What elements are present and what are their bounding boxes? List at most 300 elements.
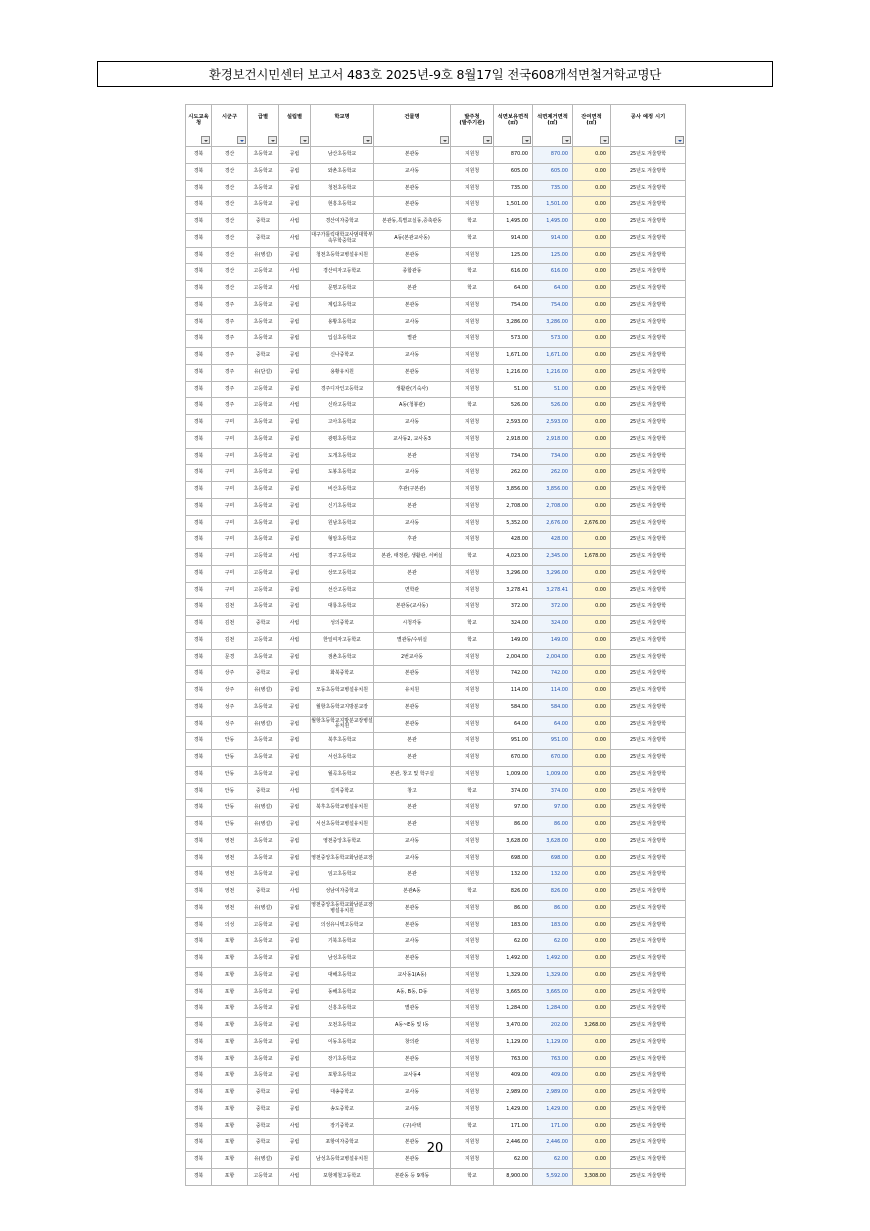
cell-founding[interactable]: 공립: [279, 917, 311, 934]
cell-founding[interactable]: 사립: [279, 214, 311, 231]
cell-office[interactable]: 경북: [186, 281, 212, 298]
cell-school-name[interactable]: 신라고등학교: [311, 398, 374, 415]
cell-remaining-area[interactable]: 3,308.00: [573, 1168, 611, 1185]
filter-dropdown-icon[interactable]: [483, 136, 492, 144]
cell-schedule[interactable]: 25년도 겨울방학: [611, 465, 686, 482]
cell-founding[interactable]: 공립: [279, 582, 311, 599]
cell-office[interactable]: 경북: [186, 934, 212, 951]
cell-asbestos-area[interactable]: 149.00: [494, 632, 533, 649]
cell-building[interactable]: 본관동: [374, 147, 451, 164]
cell-founding[interactable]: 공립: [279, 180, 311, 197]
cell-schedule[interactable]: 25년도 겨울방학: [611, 884, 686, 901]
cell-office[interactable]: 경북: [186, 465, 212, 482]
cell-founding[interactable]: 사립: [279, 264, 311, 281]
cell-schedule[interactable]: 25년도 겨울방학: [611, 214, 686, 231]
cell-founding[interactable]: 공립: [279, 314, 311, 331]
cell-office[interactable]: 경북: [186, 850, 212, 867]
cell-schedule[interactable]: 25년도 겨울방학: [611, 415, 686, 432]
cell-district[interactable]: 경산: [212, 180, 248, 197]
cell-founding[interactable]: 공립: [279, 967, 311, 984]
cell-district[interactable]: 경주: [212, 297, 248, 314]
cell-asbestos-area[interactable]: 3,470.00: [494, 1018, 533, 1035]
cell-remaining-area[interactable]: 0.00: [573, 867, 611, 884]
cell-founding[interactable]: 사립: [279, 1118, 311, 1135]
cell-asbestos-area[interactable]: 2,708.00: [494, 498, 533, 515]
cell-removal-area[interactable]: 183.00: [533, 917, 573, 934]
cell-school-name[interactable]: 와촌초등학교: [311, 163, 374, 180]
cell-orderer[interactable]: 지원청: [451, 1152, 494, 1169]
cell-building[interactable]: 본관동: [374, 1051, 451, 1068]
cell-office[interactable]: 경북: [186, 1168, 212, 1185]
cell-level[interactable]: 초등학교: [248, 147, 279, 164]
cell-school-name[interactable]: 성남여자중학교: [311, 884, 374, 901]
cell-removal-area[interactable]: 616.00: [533, 264, 573, 281]
cell-district[interactable]: 경산: [212, 230, 248, 247]
cell-office[interactable]: 경북: [186, 398, 212, 415]
cell-founding[interactable]: 사립: [279, 281, 311, 298]
cell-asbestos-area[interactable]: 3,286.00: [494, 314, 533, 331]
cell-school-name[interactable]: 광평초등학교: [311, 431, 374, 448]
cell-district[interactable]: 경산: [212, 163, 248, 180]
cell-removal-area[interactable]: 3,665.00: [533, 984, 573, 1001]
cell-level[interactable]: 중학교: [248, 666, 279, 683]
cell-orderer[interactable]: 지원청: [451, 532, 494, 549]
cell-removal-area[interactable]: 3,278.41: [533, 582, 573, 599]
cell-founding[interactable]: 공립: [279, 448, 311, 465]
cell-school-name[interactable]: 신흥초등학교: [311, 1001, 374, 1018]
cell-orderer[interactable]: 지원청: [451, 180, 494, 197]
cell-office[interactable]: 경북: [186, 214, 212, 231]
cell-level[interactable]: 초등학교: [248, 649, 279, 666]
cell-level[interactable]: 초등학교: [248, 934, 279, 951]
cell-founding[interactable]: 공립: [279, 147, 311, 164]
cell-school-name[interactable]: 입실초등학교: [311, 331, 374, 348]
cell-orderer[interactable]: 지원청: [451, 448, 494, 465]
cell-remaining-area[interactable]: 0.00: [573, 1051, 611, 1068]
cell-schedule[interactable]: 25년도 겨울방학: [611, 1118, 686, 1135]
cell-removal-area[interactable]: 2,345.00: [533, 549, 573, 566]
cell-building[interactable]: 본관, 태정관, 생활관, 서버실: [374, 549, 451, 566]
cell-office[interactable]: 경북: [186, 599, 212, 616]
cell-remaining-area[interactable]: 0.00: [573, 766, 611, 783]
cell-remaining-area[interactable]: 0.00: [573, 465, 611, 482]
cell-building[interactable]: 본관: [374, 800, 451, 817]
cell-office[interactable]: 경북: [186, 766, 212, 783]
cell-level[interactable]: 고등학교: [248, 1168, 279, 1185]
cell-building[interactable]: 본관A동: [374, 884, 451, 901]
cell-school-name[interactable]: 청천초등학교: [311, 180, 374, 197]
cell-level[interactable]: 유(단설): [248, 364, 279, 381]
cell-schedule[interactable]: 25년도 겨울방학: [611, 1085, 686, 1102]
cell-orderer[interactable]: 지원청: [451, 415, 494, 432]
cell-level[interactable]: 초등학교: [248, 951, 279, 968]
cell-asbestos-area[interactable]: 1,495.00: [494, 214, 533, 231]
cell-remaining-area[interactable]: 0.00: [573, 683, 611, 700]
cell-removal-area[interactable]: 3,628.00: [533, 833, 573, 850]
cell-remaining-area[interactable]: 0.00: [573, 281, 611, 298]
cell-asbestos-area[interactable]: 409.00: [494, 1068, 533, 1085]
cell-district[interactable]: 경산: [212, 264, 248, 281]
cell-level[interactable]: 유(병설): [248, 1152, 279, 1169]
cell-level[interactable]: 초등학교: [248, 314, 279, 331]
cell-schedule[interactable]: 25년도 겨울방학: [611, 833, 686, 850]
cell-building[interactable]: 본관동,특별교실동,증축관동: [374, 214, 451, 231]
cell-level[interactable]: 중학교: [248, 1118, 279, 1135]
cell-office[interactable]: 경북: [186, 582, 212, 599]
cell-level[interactable]: 중학교: [248, 230, 279, 247]
cell-office[interactable]: 경북: [186, 431, 212, 448]
cell-level[interactable]: 고등학교: [248, 398, 279, 415]
cell-asbestos-area[interactable]: 1,129.00: [494, 1034, 533, 1051]
cell-removal-area[interactable]: 3,856.00: [533, 482, 573, 499]
cell-asbestos-area[interactable]: 3,665.00: [494, 984, 533, 1001]
cell-office[interactable]: 경북: [186, 800, 212, 817]
cell-schedule[interactable]: 25년도 겨울방학: [611, 699, 686, 716]
cell-schedule[interactable]: 25년도 겨울방학: [611, 900, 686, 917]
cell-founding[interactable]: 공립: [279, 817, 311, 834]
cell-removal-area[interactable]: 870.00: [533, 147, 573, 164]
cell-district[interactable]: 포항: [212, 1018, 248, 1035]
cell-school-name[interactable]: 영천중앙초등학교화남분교장병설유치원: [311, 900, 374, 917]
cell-asbestos-area[interactable]: 2,446.00: [494, 1135, 533, 1152]
cell-level[interactable]: 고등학교: [248, 549, 279, 566]
cell-office[interactable]: 경북: [186, 900, 212, 917]
cell-building[interactable]: 본관: [374, 498, 451, 515]
cell-schedule[interactable]: 25년도 겨울방학: [611, 817, 686, 834]
cell-school-name[interactable]: 월항초등학교지방분교장병설유치원: [311, 716, 374, 733]
cell-office[interactable]: 경북: [186, 967, 212, 984]
cell-building[interactable]: 본관: [374, 733, 451, 750]
cell-asbestos-area[interactable]: 1,284.00: [494, 1001, 533, 1018]
cell-district[interactable]: 상주: [212, 683, 248, 700]
cell-schedule[interactable]: 25년도 겨울방학: [611, 348, 686, 365]
cell-removal-area[interactable]: 2,708.00: [533, 498, 573, 515]
cell-office[interactable]: 경북: [186, 515, 212, 532]
filter-active-icon[interactable]: [237, 136, 246, 144]
cell-building[interactable]: 본관동: [374, 699, 451, 716]
cell-removal-area[interactable]: 409.00: [533, 1068, 573, 1085]
cell-remaining-area[interactable]: 0.00: [573, 833, 611, 850]
cell-asbestos-area[interactable]: 2,004.00: [494, 649, 533, 666]
cell-building[interactable]: 교사동1(A동): [374, 967, 451, 984]
cell-level[interactable]: 초등학교: [248, 733, 279, 750]
cell-building[interactable]: A동~E동 및 I동: [374, 1018, 451, 1035]
cell-founding[interactable]: 공립: [279, 415, 311, 432]
cell-asbestos-area[interactable]: 914.00: [494, 230, 533, 247]
cell-building[interactable]: (구)사택: [374, 1118, 451, 1135]
cell-remaining-area[interactable]: 0.00: [573, 448, 611, 465]
cell-orderer[interactable]: 지원청: [451, 314, 494, 331]
cell-founding[interactable]: 공립: [279, 465, 311, 482]
cell-asbestos-area[interactable]: 2,989.00: [494, 1085, 533, 1102]
cell-schedule[interactable]: 25년도 겨울방학: [611, 632, 686, 649]
cell-remaining-area[interactable]: 0.00: [573, 415, 611, 432]
cell-office[interactable]: 경북: [186, 348, 212, 365]
cell-asbestos-area[interactable]: 324.00: [494, 616, 533, 633]
cell-orderer[interactable]: 지원청: [451, 900, 494, 917]
cell-district[interactable]: 경주: [212, 364, 248, 381]
cell-office[interactable]: 경북: [186, 163, 212, 180]
cell-orderer[interactable]: 지원청: [451, 716, 494, 733]
cell-removal-area[interactable]: 125.00: [533, 247, 573, 264]
cell-asbestos-area[interactable]: 763.00: [494, 1051, 533, 1068]
filter-dropdown-icon[interactable]: [440, 136, 449, 144]
cell-level[interactable]: 유(병설): [248, 247, 279, 264]
cell-district[interactable]: 경산: [212, 247, 248, 264]
cell-remaining-area[interactable]: 0.00: [573, 431, 611, 448]
cell-building[interactable]: 본관동: [374, 900, 451, 917]
cell-office[interactable]: 경북: [186, 817, 212, 834]
cell-remaining-area[interactable]: 0.00: [573, 917, 611, 934]
cell-office[interactable]: 경북: [186, 1001, 212, 1018]
cell-founding[interactable]: 공립: [279, 1068, 311, 1085]
cell-office[interactable]: 경북: [186, 917, 212, 934]
cell-school-name[interactable]: 동해초등학교: [311, 984, 374, 1001]
cell-office[interactable]: 경북: [186, 147, 212, 164]
cell-school-name[interactable]: 상모고등학교: [311, 565, 374, 582]
cell-remaining-area[interactable]: 0.00: [573, 532, 611, 549]
cell-level[interactable]: 초등학교: [248, 599, 279, 616]
cell-school-name[interactable]: 북후초등학교병설유치원: [311, 800, 374, 817]
cell-district[interactable]: 포항: [212, 1152, 248, 1169]
cell-office[interactable]: 경북: [186, 649, 212, 666]
cell-schedule[interactable]: 25년도 겨울방학: [611, 917, 686, 934]
cell-building[interactable]: 본관: [374, 565, 451, 582]
cell-building[interactable]: 시청각동: [374, 616, 451, 633]
cell-office[interactable]: 경북: [186, 699, 212, 716]
cell-remaining-area[interactable]: 0.00: [573, 599, 611, 616]
cell-level[interactable]: 초등학교: [248, 833, 279, 850]
cell-district[interactable]: 포항: [212, 1034, 248, 1051]
cell-removal-area[interactable]: 132.00: [533, 867, 573, 884]
cell-office[interactable]: 경북: [186, 632, 212, 649]
cell-level[interactable]: 고등학교: [248, 381, 279, 398]
cell-office[interactable]: 경북: [186, 733, 212, 750]
cell-asbestos-area[interactable]: 374.00: [494, 783, 533, 800]
cell-district[interactable]: 영천: [212, 867, 248, 884]
cell-founding[interactable]: 공립: [279, 733, 311, 750]
cell-schedule[interactable]: 25년도 겨울방학: [611, 1101, 686, 1118]
cell-founding[interactable]: 사립: [279, 230, 311, 247]
cell-school-name[interactable]: 화북중학교: [311, 666, 374, 683]
cell-removal-area[interactable]: 62.00: [533, 934, 573, 951]
cell-schedule[interactable]: 25년도 겨울방학: [611, 364, 686, 381]
cell-orderer[interactable]: 지원청: [451, 683, 494, 700]
cell-building[interactable]: 본관동: [374, 1135, 451, 1152]
cell-founding[interactable]: 공립: [279, 934, 311, 951]
cell-school-name[interactable]: 도개초등학교: [311, 448, 374, 465]
cell-school-name[interactable]: 영천중앙초등학교: [311, 833, 374, 850]
cell-remaining-area[interactable]: 0.00: [573, 1118, 611, 1135]
cell-removal-area[interactable]: 5,592.00: [533, 1168, 573, 1185]
cell-remaining-area[interactable]: 0.00: [573, 498, 611, 515]
cell-founding[interactable]: 공립: [279, 750, 311, 767]
cell-building[interactable]: 교사동: [374, 314, 451, 331]
cell-orderer[interactable]: 학교: [451, 884, 494, 901]
cell-orderer[interactable]: 지원청: [451, 331, 494, 348]
cell-founding[interactable]: 공립: [279, 984, 311, 1001]
cell-office[interactable]: 경북: [186, 197, 212, 214]
cell-building[interactable]: A동(청봉관): [374, 398, 451, 415]
cell-school-name[interactable]: 형암초등학교: [311, 532, 374, 549]
cell-building[interactable]: 교사동: [374, 415, 451, 432]
cell-school-name[interactable]: 경산여자고등학교: [311, 264, 374, 281]
cell-office[interactable]: 경북: [186, 230, 212, 247]
cell-level[interactable]: 중학교: [248, 348, 279, 365]
cell-school-name[interactable]: 포항초등학교: [311, 1068, 374, 1085]
cell-asbestos-area[interactable]: 1,671.00: [494, 348, 533, 365]
cell-level[interactable]: 중학교: [248, 214, 279, 231]
cell-district[interactable]: 구미: [212, 582, 248, 599]
cell-level[interactable]: 초등학교: [248, 984, 279, 1001]
cell-district[interactable]: 포항: [212, 1135, 248, 1152]
cell-founding[interactable]: 공립: [279, 482, 311, 499]
cell-remaining-area[interactable]: 3,268.00: [573, 1018, 611, 1035]
filter-dropdown-icon[interactable]: [201, 136, 210, 144]
cell-schedule[interactable]: 25년도 겨울방학: [611, 398, 686, 415]
cell-remaining-area[interactable]: 0.00: [573, 1034, 611, 1051]
cell-district[interactable]: 포항: [212, 1101, 248, 1118]
cell-remaining-area[interactable]: 0.00: [573, 482, 611, 499]
cell-building[interactable]: A동, B동, D동: [374, 984, 451, 1001]
cell-district[interactable]: 포항: [212, 1068, 248, 1085]
cell-remaining-area[interactable]: 0.00: [573, 1001, 611, 1018]
cell-school-name[interactable]: 고아초등학교: [311, 415, 374, 432]
cell-schedule[interactable]: 25년도 겨울방학: [611, 599, 686, 616]
cell-building[interactable]: 면학관: [374, 582, 451, 599]
cell-orderer[interactable]: 지원청: [451, 833, 494, 850]
cell-asbestos-area[interactable]: 616.00: [494, 264, 533, 281]
cell-orderer[interactable]: 지원청: [451, 1001, 494, 1018]
cell-school-name[interactable]: 모동초등학교병설유치원: [311, 683, 374, 700]
cell-district[interactable]: 구미: [212, 465, 248, 482]
cell-orderer[interactable]: 지원청: [451, 582, 494, 599]
cell-building[interactable]: 본관동: [374, 716, 451, 733]
cell-remaining-area[interactable]: 0.00: [573, 364, 611, 381]
cell-remaining-area[interactable]: 0.00: [573, 398, 611, 415]
cell-removal-area[interactable]: 1,009.00: [533, 766, 573, 783]
cell-remaining-area[interactable]: 0.00: [573, 197, 611, 214]
cell-level[interactable]: 중학교: [248, 1135, 279, 1152]
cell-removal-area[interactable]: 64.00: [533, 716, 573, 733]
cell-building[interactable]: 본관동 등 9개동: [374, 1168, 451, 1185]
cell-removal-area[interactable]: 573.00: [533, 331, 573, 348]
cell-removal-area[interactable]: 698.00: [533, 850, 573, 867]
cell-district[interactable]: 포항: [212, 1118, 248, 1135]
cell-founding[interactable]: 공립: [279, 163, 311, 180]
cell-level[interactable]: 초등학교: [248, 1001, 279, 1018]
cell-founding[interactable]: 사립: [279, 783, 311, 800]
cell-level[interactable]: 고등학교: [248, 632, 279, 649]
cell-remaining-area[interactable]: 0.00: [573, 666, 611, 683]
cell-orderer[interactable]: 학교: [451, 1168, 494, 1185]
cell-office[interactable]: 경북: [186, 666, 212, 683]
cell-schedule[interactable]: 25년도 겨울방학: [611, 984, 686, 1001]
cell-office[interactable]: 경북: [186, 616, 212, 633]
cell-remaining-area[interactable]: 0.00: [573, 984, 611, 1001]
cell-founding[interactable]: 공립: [279, 649, 311, 666]
filter-dropdown-icon[interactable]: [562, 136, 571, 144]
cell-schedule[interactable]: 25년도 겨울방학: [611, 783, 686, 800]
cell-school-name[interactable]: 남성초등학교병설유치원: [311, 1152, 374, 1169]
cell-founding[interactable]: 공립: [279, 431, 311, 448]
cell-school-name[interactable]: 포항제철고등학교: [311, 1168, 374, 1185]
cell-district[interactable]: 구미: [212, 448, 248, 465]
cell-school-name[interactable]: 점촌초등학교: [311, 649, 374, 666]
cell-orderer[interactable]: 지원청: [451, 850, 494, 867]
cell-level[interactable]: 초등학교: [248, 850, 279, 867]
cell-removal-area[interactable]: 670.00: [533, 750, 573, 767]
cell-remaining-area[interactable]: 0.00: [573, 180, 611, 197]
cell-asbestos-area[interactable]: 826.00: [494, 884, 533, 901]
cell-district[interactable]: 경산: [212, 147, 248, 164]
cell-office[interactable]: 경북: [186, 381, 212, 398]
cell-school-name[interactable]: 월곡초등학교: [311, 766, 374, 783]
cell-remaining-area[interactable]: 0.00: [573, 649, 611, 666]
cell-building[interactable]: 본관: [374, 867, 451, 884]
cell-schedule[interactable]: 25년도 겨울방학: [611, 247, 686, 264]
cell-remaining-area[interactable]: 0.00: [573, 147, 611, 164]
cell-asbestos-area[interactable]: 3,296.00: [494, 565, 533, 582]
cell-orderer[interactable]: 지원청: [451, 817, 494, 834]
cell-school-name[interactable]: 용황초등학교: [311, 314, 374, 331]
cell-removal-area[interactable]: 202.00: [533, 1018, 573, 1035]
cell-schedule[interactable]: 25년도 겨울방학: [611, 549, 686, 566]
cell-level[interactable]: 초등학교: [248, 163, 279, 180]
filter-dropdown-icon[interactable]: [522, 136, 531, 144]
cell-remaining-area[interactable]: 0.00: [573, 264, 611, 281]
cell-building[interactable]: 교사동: [374, 163, 451, 180]
cell-office[interactable]: 경북: [186, 1085, 212, 1102]
cell-level[interactable]: 초등학교: [248, 498, 279, 515]
cell-schedule[interactable]: 25년도 겨울방학: [611, 448, 686, 465]
cell-orderer[interactable]: 지원청: [451, 431, 494, 448]
cell-asbestos-area[interactable]: 51.00: [494, 381, 533, 398]
cell-schedule[interactable]: 25년도 겨울방학: [611, 934, 686, 951]
cell-schedule[interactable]: 25년도 겨울방학: [611, 800, 686, 817]
cell-office[interactable]: 경북: [186, 314, 212, 331]
cell-remaining-area[interactable]: 0.00: [573, 616, 611, 633]
cell-office[interactable]: 경북: [186, 1135, 212, 1152]
cell-orderer[interactable]: 지원청: [451, 599, 494, 616]
cell-asbestos-area[interactable]: 1,009.00: [494, 766, 533, 783]
cell-office[interactable]: 경북: [186, 750, 212, 767]
cell-building[interactable]: 교사동: [374, 465, 451, 482]
cell-schedule[interactable]: 25년도 겨울방학: [611, 180, 686, 197]
cell-level[interactable]: 중학교: [248, 783, 279, 800]
cell-district[interactable]: 영천: [212, 900, 248, 917]
cell-district[interactable]: 안동: [212, 800, 248, 817]
cell-school-name[interactable]: 신나중학교: [311, 348, 374, 365]
cell-building[interactable]: 종합관동: [374, 264, 451, 281]
cell-building[interactable]: 교사동: [374, 850, 451, 867]
cell-building[interactable]: 본관: [374, 281, 451, 298]
cell-level[interactable]: 고등학교: [248, 582, 279, 599]
cell-asbestos-area[interactable]: 262.00: [494, 465, 533, 482]
cell-district[interactable]: 포항: [212, 934, 248, 951]
cell-school-name[interactable]: 청천초등학교병설유치원: [311, 247, 374, 264]
cell-founding[interactable]: 공립: [279, 1051, 311, 1068]
cell-district[interactable]: 구미: [212, 565, 248, 582]
cell-district[interactable]: 김천: [212, 599, 248, 616]
cell-district[interactable]: 의성: [212, 917, 248, 934]
cell-schedule[interactable]: 25년도 겨울방학: [611, 264, 686, 281]
cell-asbestos-area[interactable]: 2,593.00: [494, 415, 533, 432]
cell-district[interactable]: 구미: [212, 515, 248, 532]
cell-removal-area[interactable]: 526.00: [533, 398, 573, 415]
cell-remaining-area[interactable]: 0.00: [573, 331, 611, 348]
cell-schedule[interactable]: 25년도 겨울방학: [611, 850, 686, 867]
